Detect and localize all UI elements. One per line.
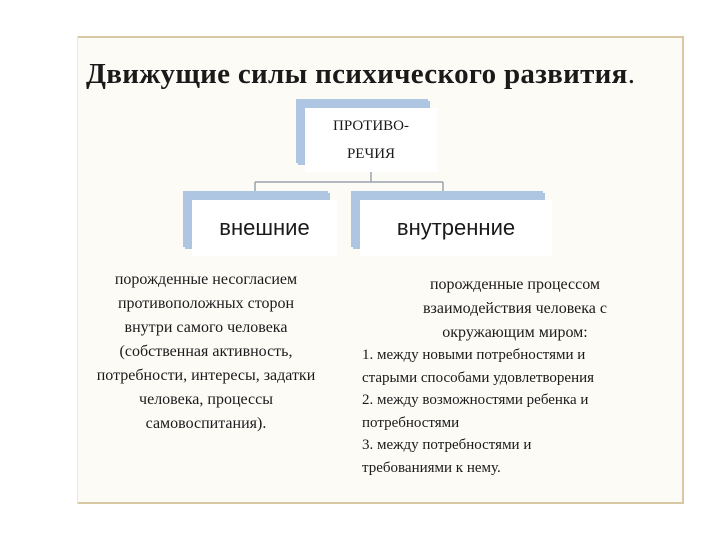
- internal-description-line: окружающим миром:: [442, 324, 588, 341]
- list-item: 3. между потребностями и: [362, 437, 532, 453]
- external-description-line: противоположных сторон: [117, 295, 295, 312]
- list-item: старыми способами удовлетворения: [362, 369, 595, 386]
- external-description: [56, 268, 356, 436]
- root-node-line1: ПРОТИВО-: [332, 118, 410, 134]
- slide-title-dot: .: [627, 58, 636, 90]
- internal-contradictions-list: [362, 344, 674, 479]
- node-internal-label: внутренние: [396, 215, 516, 240]
- internal-description: [372, 273, 658, 345]
- node-internal: [360, 200, 552, 256]
- list-item: 1. между новыми потребностями и: [362, 347, 586, 363]
- internal-description-line: взаимодействия человека с: [422, 300, 607, 317]
- external-description-line: потребности, интересы, задатки: [96, 367, 316, 384]
- external-description-line: внутри самого человека: [124, 319, 288, 336]
- external-description-line: самовоспитания).: [145, 415, 267, 432]
- external-description-line: (собственная активность,: [119, 343, 293, 360]
- internal-description-line: порожденные процессом: [429, 276, 601, 293]
- slide-title-text: Движущие силы психического развития: [86, 58, 628, 90]
- list-item: 2. между возможностями ребенка и: [362, 392, 589, 408]
- node-external-label: внешние: [219, 215, 310, 240]
- root-node-contradictions: [305, 108, 437, 172]
- list-item: требованиями к нему.: [362, 459, 501, 476]
- list-item: потребностями: [362, 414, 460, 431]
- external-description-line: человека, процессы: [139, 391, 273, 408]
- node-external: [192, 200, 337, 256]
- root-node-line2: РЕЧИЯ: [346, 146, 396, 162]
- external-description-line: порожденные несогласием: [114, 271, 298, 288]
